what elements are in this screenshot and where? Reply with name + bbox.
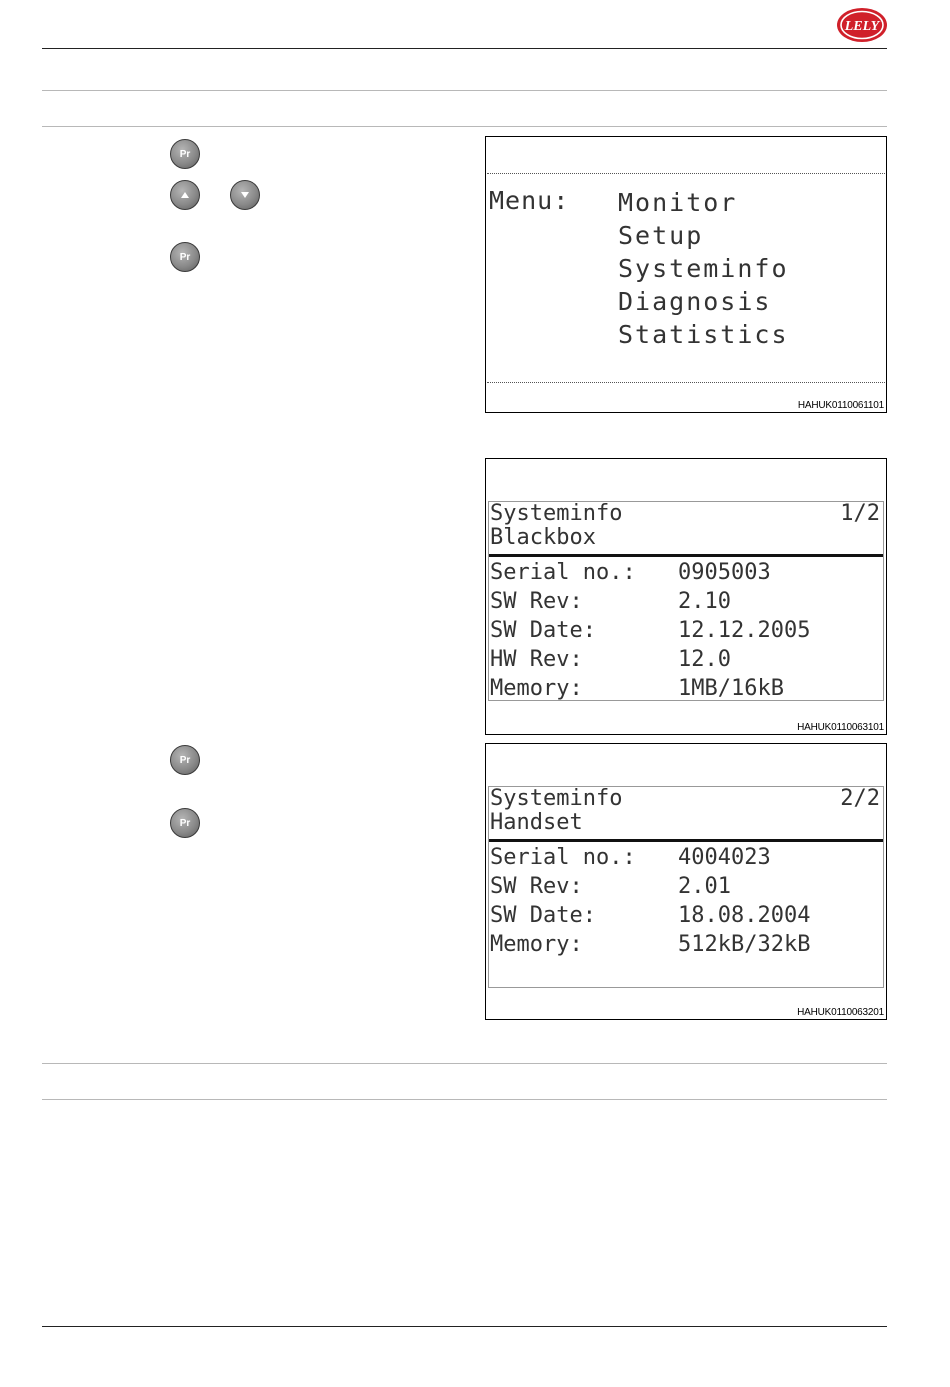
menu-item-monitor: Monitor — [618, 188, 738, 217]
menu-label: Menu: — [489, 186, 570, 215]
figure-code: HAHUK0110063101 — [797, 722, 884, 733]
section-rule — [42, 1099, 887, 1100]
figure-code: HAHUK0110061101 — [797, 400, 884, 411]
row-label: SW Date: — [490, 618, 596, 643]
menu-item-systeminfo: Systeminfo — [618, 254, 789, 283]
info-row — [490, 843, 882, 872]
info-row — [490, 930, 882, 959]
row-value: 0905003 — [678, 560, 771, 585]
info-row — [490, 674, 882, 703]
info-rows — [490, 843, 882, 959]
row-value: 12.12.2005 — [678, 618, 811, 643]
pr-key-icon: Pr — [170, 808, 200, 838]
info-row — [490, 587, 882, 616]
row-label: Serial no.: — [490, 845, 636, 870]
section-rule — [42, 126, 887, 127]
systeminfo-display — [488, 501, 884, 701]
menu-screen-figure — [485, 136, 887, 413]
info-row — [490, 616, 882, 645]
header-rule — [42, 48, 887, 49]
row-value: 12.0 — [678, 647, 731, 672]
row-value: 512kB/32kB — [678, 932, 811, 957]
page-indicator: 2/2 — [840, 786, 880, 811]
info-row — [490, 558, 882, 587]
logo-text: LELY — [844, 19, 880, 34]
systeminfo-header — [489, 787, 883, 842]
row-value: 2.01 — [678, 874, 731, 899]
row-value: 1MB/16kB — [678, 676, 784, 701]
pr-key-icon: Pr — [170, 139, 200, 169]
row-label: SW Date: — [490, 903, 596, 928]
systeminfo-header — [489, 502, 883, 557]
menu-item-statistics: Statistics — [618, 320, 789, 349]
row-label: Memory: — [490, 932, 583, 957]
screen-subtitle: Blackbox — [490, 525, 596, 550]
row-label: Serial no.: — [490, 560, 636, 585]
info-rows — [490, 558, 882, 703]
down-arrow-key-icon — [230, 180, 260, 210]
section-rule — [42, 1063, 887, 1064]
info-row — [490, 901, 882, 930]
menu-display — [487, 173, 885, 383]
row-label: Memory: — [490, 676, 583, 701]
menu-items — [618, 186, 789, 351]
menu-item-diagnosis: Diagnosis — [618, 287, 772, 316]
row-label: HW Rev: — [490, 647, 583, 672]
screen-subtitle: Handset — [490, 810, 583, 835]
up-arrow-key-icon — [170, 180, 200, 210]
row-value: 18.08.2004 — [678, 903, 811, 928]
systeminfo-handset-figure — [485, 743, 887, 1020]
info-row — [490, 645, 882, 674]
page-indicator: 1/2 — [840, 501, 880, 526]
figure-code: HAHUK0110063201 — [797, 1007, 884, 1018]
row-label: SW Rev: — [490, 589, 583, 614]
footer-rule — [42, 1326, 887, 1327]
row-value: 2.10 — [678, 589, 731, 614]
screen-title: Systeminfo — [490, 501, 623, 526]
pr-key-icon: Pr — [170, 745, 200, 775]
lely-logo — [836, 7, 888, 43]
info-row — [490, 872, 882, 901]
row-value: 4004023 — [678, 845, 771, 870]
menu-item-setup: Setup — [618, 221, 704, 250]
section-rule — [42, 90, 887, 91]
systeminfo-display — [488, 786, 884, 988]
screen-title: Systeminfo — [490, 786, 623, 811]
systeminfo-blackbox-figure — [485, 458, 887, 735]
row-label: SW Rev: — [490, 874, 583, 899]
pr-key-icon: Pr — [170, 242, 200, 272]
